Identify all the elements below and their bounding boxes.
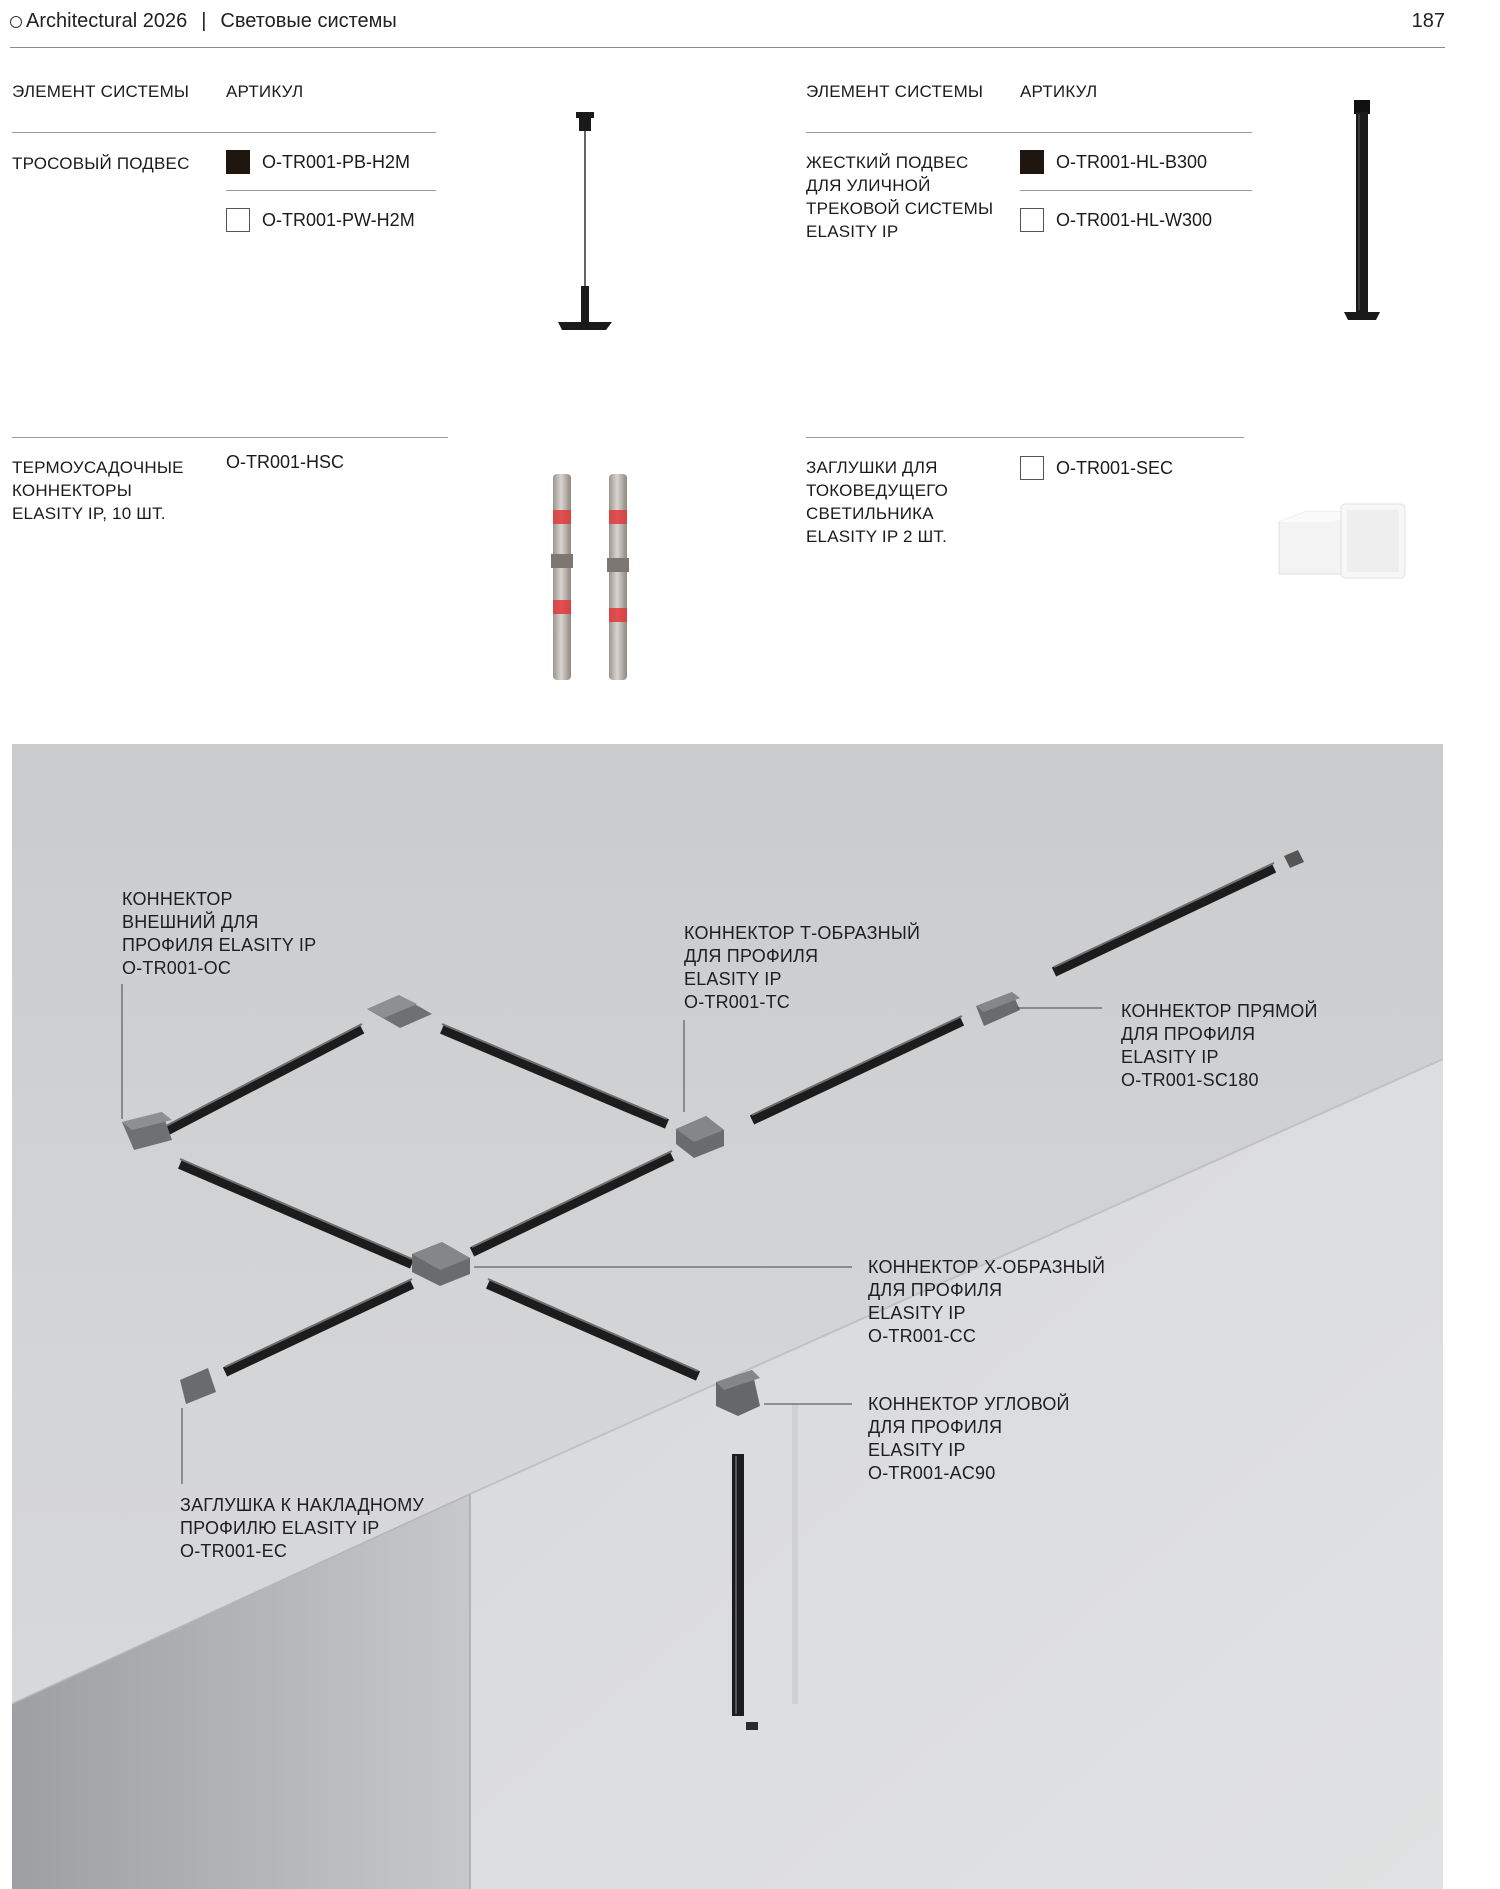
divider [12,437,448,438]
product-name-line: ТРЕКОВОЙ СИСТЕМЫ [806,199,994,218]
divider [12,132,436,133]
product-name-line: ЖЕСТКИЙ ПОДВЕС [806,153,969,172]
label-line: O-TR001-AC90 [868,1463,996,1483]
label-line: КОННЕКТОР Т-ОБРАЗНЫЙ [684,923,921,943]
label-line: ВНЕШНИЙ ДЛЯ [122,912,259,932]
divider [806,132,1252,133]
article-code: O-TR001-HL-B300 [1056,151,1208,172]
color-swatch-black [1020,150,1044,174]
label-outer-connector [122,888,316,980]
article-code: O-TR001-HSC [226,452,345,472]
page-number: 187 [1411,10,1445,32]
divider [226,190,436,191]
col-article-heading-right: АРТИКУЛ [1020,82,1098,101]
label-end-cap [180,1494,424,1563]
article-row [1020,208,1212,232]
product-name-line: СВЕТИЛЬНИКА [806,504,934,523]
label-line: ПРОФИЛЯ ELASITY IP [122,935,317,955]
track-system-diagram [12,744,1443,1889]
label-corner-connector [868,1393,1070,1485]
article-row [226,208,415,232]
article-code: O-TR001-HL-W300 [1056,209,1213,230]
cable-suspension-image [548,108,668,334]
article-row [1020,150,1207,174]
product-name-line: ELASITY IP, 10 ШТ. [12,504,166,523]
col-element-heading-left: ЭЛЕМЕНТ СИСТЕМЫ [12,82,190,101]
label-line: КОННЕКТОР ПРЯМОЙ [1121,1001,1318,1021]
product-name-end-caps [806,456,948,548]
label-line: КОННЕКТОР Х-ОБРАЗНЫЙ [868,1257,1106,1277]
product-name-line: ДЛЯ УЛИЧНОЙ [806,176,931,195]
label-line: ELASITY IP [868,1303,966,1323]
product-name-line: ELASITY IP 2 ШТ. [806,527,947,546]
end-caps-image [1275,496,1425,586]
product-name-line: ТОКОВЕДУЩЕГО [806,481,949,500]
label-x-connector [868,1256,1105,1348]
col-article-heading-left: АРТИКУЛ [226,82,304,101]
label-t-connector [684,922,920,1014]
article-code: O-TR001-SEC [1056,457,1174,478]
product-name-line: ЗАГЛУШКИ ДЛЯ [806,458,938,477]
label-straight-connector [1121,1000,1318,1092]
label-line: ДЛЯ ПРОФИЛЯ [868,1417,1003,1437]
rigid-suspension-image [1330,92,1410,332]
color-swatch-white [1020,208,1044,232]
brand [10,10,397,33]
heat-shrink-connectors-image [540,468,650,688]
label-line: O-TR001-CC [868,1326,977,1346]
product-name-cable-suspension: ТРОСОВЫЙ ПОДВЕС [12,154,190,173]
label-line: КОННЕКТОР [122,889,233,909]
label-line: O-TR001-SC180 [1121,1070,1259,1090]
label-line: ELASITY IP [868,1440,966,1460]
product-name-heat-shrink [12,456,184,525]
label-line: O-TR001-TC [684,992,791,1012]
color-swatch-white [226,208,250,232]
brand-title: Architectural 2026 [26,10,188,32]
article-row [226,150,410,174]
header-separator: | [201,10,207,32]
label-line: ELASITY IP [1121,1047,1219,1067]
article-row [226,452,344,473]
product-name-line: ТЕРМОУСАДОЧНЫЕ [12,458,184,477]
label-line: ДЛЯ ПРОФИЛЯ [1121,1024,1256,1044]
product-name-line: ELASITY IP [806,222,899,241]
color-swatch-white [1020,456,1044,480]
label-line: КОННЕКТОР УГЛОВОЙ [868,1394,1070,1414]
circle-icon [10,16,22,28]
label-line: ЗАГЛУШКА К НАКЛАДНОМУ [180,1495,425,1515]
label-line: O-TR001-OC [122,958,232,978]
product-name-line: КОННЕКТОРЫ [12,481,132,500]
label-line: O-TR001-EC [180,1541,288,1561]
label-line: ELASITY IP [684,969,782,989]
article-code: O-TR001-PB-H2M [262,151,411,172]
col-element-heading-right: ЭЛЕМЕНТ СИСТЕМЫ [806,82,984,101]
divider [1020,190,1252,191]
label-line: ПРОФИЛЮ ELASITY IP [180,1518,380,1538]
color-swatch-black [226,150,250,174]
label-line: ДЛЯ ПРОФИЛЯ [868,1280,1003,1300]
product-name-rigid-suspension [806,151,993,243]
divider [806,437,1244,438]
article-row [1020,456,1173,480]
page-header [10,0,1445,48]
article-code: O-TR001-PW-H2M [262,209,415,230]
label-line: ДЛЯ ПРОФИЛЯ [684,946,819,966]
section-title: Световые системы [220,10,397,32]
